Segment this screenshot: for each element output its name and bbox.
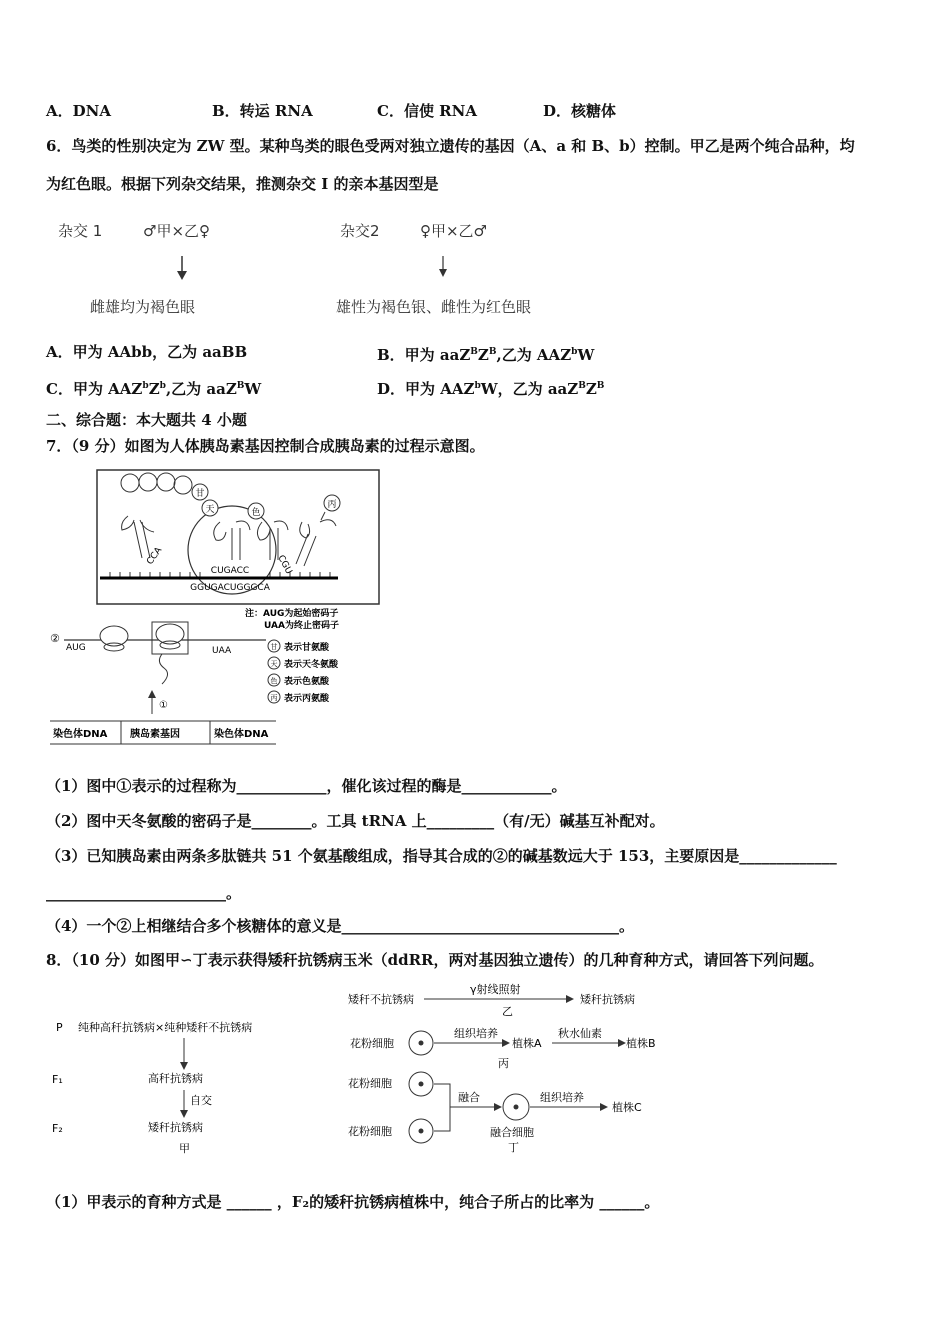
- q7-sub3-line1: （3）已知胰岛素由两条多肽链共 51 个氨基酸组成，指导其合成的②的碱基数远大于 153，主要原因是_____________: [46, 847, 837, 865]
- uaa-label: UAA: [212, 646, 232, 656]
- anticodon-left: CCA: [145, 545, 165, 567]
- q7-stem: 7．（9 分）如图为人体胰岛素基因控制合成胰岛素的过程示意图。: [46, 437, 485, 455]
- q7-sub2: （2）图中天冬氨酸的密码子是________。工具 tRNA 上_________（有/无）碱基互补配对。: [46, 812, 665, 830]
- q8-sub1: （1）甲表示的育种方式是 ______ ，F₂的矮秆抗锈病植株中，纯合子所占的比率为 ______。: [46, 1193, 660, 1211]
- q6-option-d: D．甲为 AAZ$^b$W，乙为 $aaZ^BZ^B$: [377, 380, 605, 398]
- cross2-result: 雄性为褐色银、雌性为红色眼: [336, 298, 532, 316]
- tissue-culture-1: 组织培养: [454, 1027, 498, 1040]
- dna-right: 染色体DNA: [214, 729, 269, 740]
- legend-se: 表示色氨酸: [284, 677, 330, 687]
- q6-stem-line2: 为红色眼。根据下列杂交结果，推测杂交 I 的亲本基因型是: [46, 175, 439, 193]
- aa-se: 色: [251, 508, 261, 518]
- breeding-diagram: [40, 980, 720, 1160]
- legend-se-icon: 色: [270, 677, 278, 685]
- cross2-label: 杂交2: [340, 222, 380, 240]
- dna-mid: 胰岛素基因: [130, 729, 180, 740]
- q8-stem: 8．（10 分）如图甲∽丁表示获得矮秆抗锈病玉米（ddRR，两对基因独立遗传）的几种育种方式，请回答下列问题。: [46, 951, 824, 969]
- jia-label: 甲: [179, 1142, 190, 1155]
- legend-gan-icon: 甘: [270, 643, 278, 651]
- yi-end: 矮秆抗锈病: [580, 993, 635, 1006]
- note-stop-codon: UAA为终止密码子: [264, 621, 339, 631]
- cross1-parents: ♂甲×乙♀: [143, 222, 211, 240]
- plant-a: 植株A: [512, 1037, 542, 1050]
- translation-diagram: [40, 462, 380, 752]
- legend-gan: 表示甘氨酸: [284, 643, 330, 653]
- cross1-label: 杂交 1: [58, 222, 103, 240]
- selfing-label: 自交: [190, 1094, 212, 1107]
- q5-option-d: D．核糖体: [543, 102, 617, 120]
- bing-label: 丙: [498, 1057, 509, 1070]
- legend-tian: 表示天冬氨酸: [284, 660, 339, 670]
- anticodon-right: CGU: [275, 553, 294, 576]
- aa-tian: 天: [205, 505, 215, 515]
- q7-sub1: （1）图中①表示的过程称为____________，催化该过程的酶是____________。: [46, 777, 567, 795]
- dna-left: 染色体DNA: [53, 729, 108, 740]
- yi-arrow-label: γ射线照射: [470, 983, 521, 996]
- cross1-result: 雌雄均为褐色眼: [90, 298, 196, 316]
- ding-label: 丁: [508, 1141, 519, 1154]
- q6-option-c: C．甲为 $AAZ^bZ^b$,乙为 aaZ$^B$W: [46, 380, 262, 398]
- q6-option-a: A．甲为 AAbb，乙为 aaBB: [46, 343, 248, 361]
- fused-cell-label: 融合细胞: [490, 1126, 534, 1139]
- legend-bing-icon: 丙: [270, 694, 278, 702]
- pollen-1: 花粉细胞: [350, 1037, 394, 1050]
- plant-c: 植株C: [612, 1101, 642, 1114]
- q5-option-b: B．转运 RNA: [212, 102, 313, 120]
- legend-tian-icon: 天: [270, 660, 278, 668]
- aa-bing: 丙: [327, 500, 337, 510]
- f1-text: 高秆抗锈病: [148, 1072, 203, 1085]
- aug-label: AUG: [66, 643, 86, 653]
- f1-label: F₁: [52, 1073, 63, 1086]
- cross2-parents: ♀甲×乙♂: [420, 222, 488, 240]
- q5-option-a: A．DNA: [46, 102, 111, 120]
- cross-arrows: [0, 0, 950, 340]
- yi-start: 矮秆不抗锈病: [348, 993, 414, 1006]
- q7-sub3-line2: ________________________。: [46, 884, 242, 902]
- note-start-codon: 注：AUG为起始密码子: [245, 609, 339, 619]
- fusion-label: 融合: [458, 1091, 480, 1104]
- q5-option-c: C．信使 RNA: [377, 102, 477, 120]
- p-label: P: [56, 1021, 63, 1034]
- section2-title: 二、综合题：本大题共 4 小题: [46, 411, 247, 429]
- q6-stem-line1: 6．鸟类的性别决定为 ZW 型。某种鸟类的眼色受两对独立遗传的基因（A、a 和 B、b）控制。甲乙是两个纯合品种，均: [46, 137, 855, 155]
- tissue-culture-2: 组织培养: [540, 1091, 584, 1104]
- yi-label: 乙: [502, 1005, 513, 1018]
- p-text: 纯种高秆抗锈病×纯种矮秆不抗锈病: [78, 1021, 253, 1034]
- legend-bing: 表示丙氨酸: [284, 694, 330, 704]
- plant-b: 植株B: [626, 1037, 656, 1050]
- f2-text: 矮秆抗锈病: [148, 1121, 203, 1134]
- marker-1: ①: [159, 700, 168, 711]
- marker-2: ②: [50, 632, 60, 645]
- pollen-2: 花粉细胞: [348, 1077, 392, 1090]
- q7-sub4: （4）一个②上相继结合多个核糖体的意义是_____________________________________。: [46, 917, 634, 935]
- mrna-sequence: GGUGACUGGGCA: [190, 583, 270, 593]
- pollen-3: 花粉细胞: [348, 1125, 392, 1138]
- f2-label: F₂: [52, 1122, 63, 1135]
- colchicine-label: 秋水仙素: [558, 1027, 602, 1040]
- aa-gan: 甘: [195, 489, 205, 499]
- q6-option-b: B．甲为 $aaZ^BZ^B$,乙为 AAZ$^b$W: [377, 346, 595, 364]
- anticodon-mid: CUGACC: [210, 566, 250, 576]
